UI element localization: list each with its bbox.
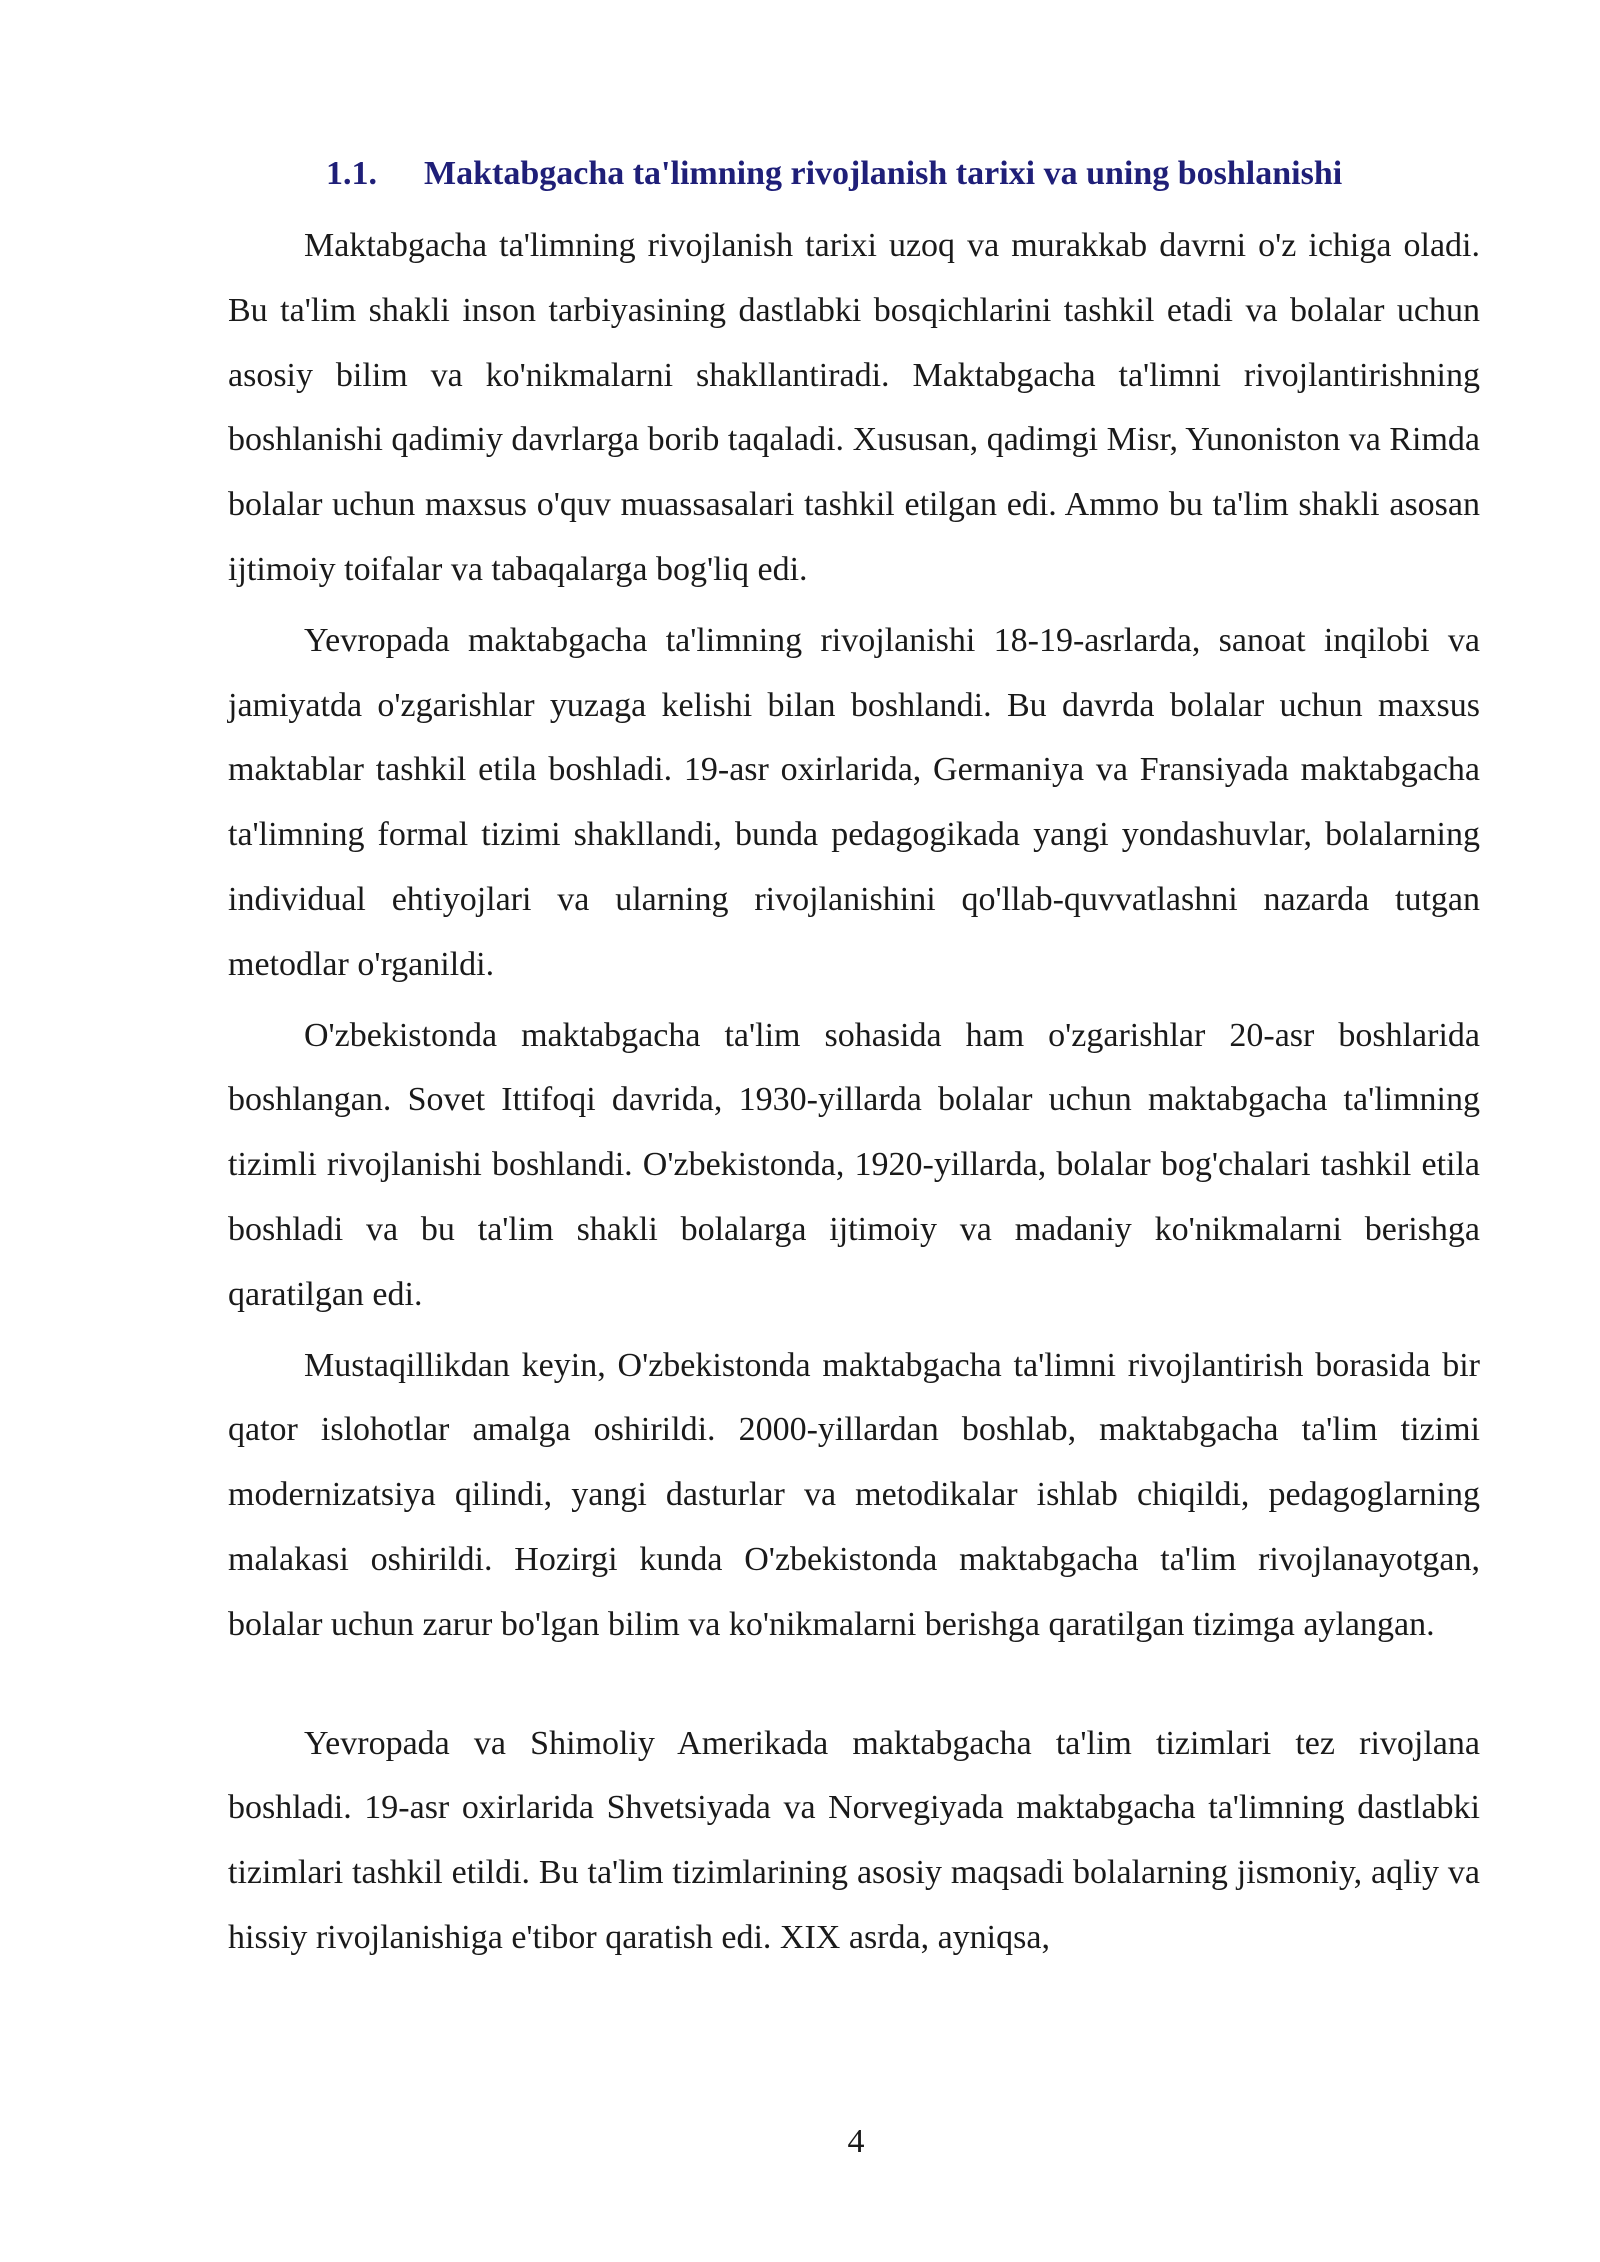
paragraph-5: Yevropada va Shimoliy Amerikada maktabgacha ta'lim tizimlari tez rivojlana boshladi. 19-asr oxirlarida Shvetsiyada va Norvegiyada maktabgacha ta'limning dastlabki tizimlari tashkil etildi. Bu ta'lim tizimlarining asosiy maqsadi bolalarning jismoniy, aqliy va hissiy rivojlanishiga e'tibor qaratish edi. XIX asrda, ayniqsa, — [228, 1724, 1480, 1956]
paragraph-1: Maktabgacha ta'limning rivojlanish tarixi uzoq va murakkab davrni o'z ichiga oladi. Bu ta'lim shakli inson tarbiyasining dastlabki bosqichlarini tashkil etadi va bolalar uchun asosiy bilim va ko'nikmalarni shakllantiradi. Maktabgacha ta'limni rivojlantirishning boshlanishi qadimiy davrlarga borib taqaladi. Xususan, qadimgi Misr, Yunoniston va Rimda bolalar uchun maxsus o'quv muassasalari tashkil etilgan edi. Ammo bu ta'lim shakli asosan ijtimoiy toifalar va tabaqalarga bog'liq edi. — [228, 227, 1480, 588]
section-number: 1.1. — [326, 155, 377, 192]
paragraph-4: Mustaqillikdan keyin, O'zbekistonda maktabgacha ta'limni rivojlantirish borasida bir qator islohotlar amalga oshirildi. 2000-yillardan boshlab, maktabgacha ta'lim tizimi modernizatsiya qilindi, yangi dasturlar va metodikalar ishlab chiqildi, pedagoglarning malakasi oshirildi. Hozirgi kunda O'zbekistonda maktabgacha ta'lim rivojlanayotgan, bolalar uchun zarur bo'lgan bilim va ko'nikmalarni berishga qaratilgan tizimga aylangan. — [228, 1346, 1480, 1643]
section-heading — [326, 150, 1342, 198]
paragraph-3: O'zbekistonda maktabgacha ta'lim sohasida ham o'zgarishlar 20-asr boshlarida boshlangan. Sovet Ittifoqi davrida, 1930-yillarda bolalar uchun maktabgacha ta'limning tizimli rivojlanishi boshlandi. O'zbekistonda, 1920-yillarda, bolalar bog'chalari tashkil etila boshladi va bu ta'lim shakli bolalarga ijtimoiy va madaniy ko'nikmalarni berishga qaratilgan edi. — [228, 1016, 1480, 1313]
page-number: 4 — [847, 2123, 865, 2160]
section-title: Maktabgacha ta'limning rivojlanish tarixi va uning boshlanishi — [424, 155, 1343, 192]
body-text — [228, 214, 1480, 1977]
paragraph-2: Yevropada maktabgacha ta'limning rivojlanishi 18-19-asrlarda, sanoat inqilobi va jamiyatda o'zgarishlar yuzaga kelishi bilan boshlandi. Bu davrda bolalar uchun maxsus maktablar tashkil etila boshladi. 19-asr oxirlarida, Germaniya va Fransiyada maktabgacha ta'limning formal tizimi shakllandi, bunda pedagogikada yangi yondashuvlar, bolalarning individual ehtiyojlari va ularning rivojlanishini qo'llab-quvvatlashni nazarda tutgan metodlar o'rganildi. — [228, 621, 1480, 983]
